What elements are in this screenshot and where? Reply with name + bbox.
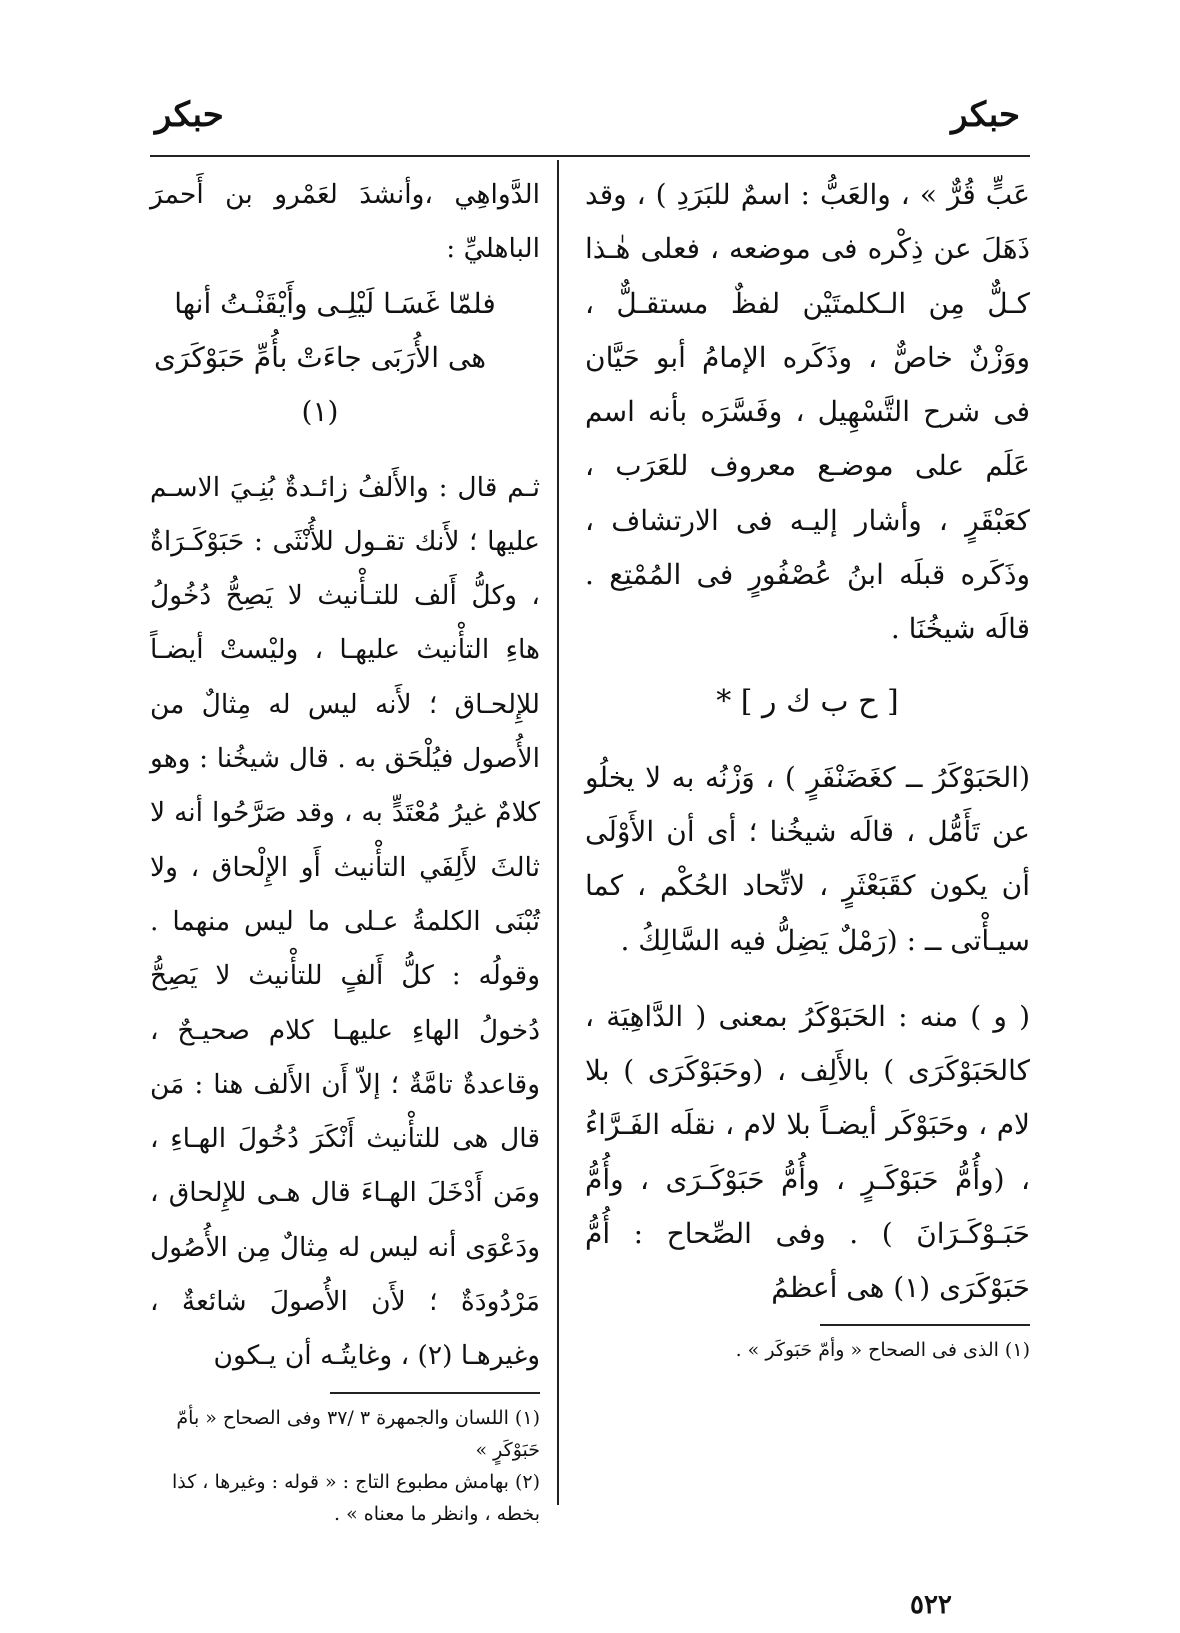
footnote-rule — [330, 1392, 540, 1394]
left-footnote-1: (١) اللسان والجمهرة ٣ /٣٧ وفى الصحاح « بأمّ حَبَوْكَرٍ » — [176, 1406, 540, 1461]
right-footnote-1: (١) الذى فى الصحاح « وأمّ حَبَوكَر » . — [735, 1338, 1030, 1361]
verse-line-2: هى الأُرَبَى جاءَتْ بأُمِّ حَبَوْكَرَى (١) — [153, 340, 487, 428]
left-column — [150, 168, 540, 1530]
paragraph-gap — [585, 968, 1030, 990]
left-footnote-2: (٢) بهامش مطبوع التاج : « قوله : وغيرها ، كذا بخطه ، وانظر ما معناه » . — [171, 1470, 540, 1525]
left-paragraph-2: ثـم قال : والأَلفُ زائـدةٌ بُنِـيَ الاسـم عليها ؛ لأَنك تقـول للأُنْثَى : حَبَوْكَـرَاةٌ ، وكلُّ أَلف للتـأْنيث لا يَصِحُّ دُخُولُ هاءِ التأْنيث عليهـا ، وليْستْ أيضـاً للإِلحـاق ؛ لأَنه ليس له مِثالٌ من الأُصول فيُلْحَق به . قال شيخُنا : وهو كلامٌ غيرُ مُعْتَدٍّ به ، وقد صَرَّحُوا أنه لا ثالثَ لأَلِفَي التأْنيث أَو الإِلْحاق ، ولا تُبْنَى الكلمةُ عـلى ما ليس منهما . وقولُه : كلُّ أَلفٍ للتأْنيث لا يَصِحُّ دُخولُ الهاءِ عليهـا كلام صحيـحٌ ، وقاعدةٌ تامَّةٌ ؛ إلاّ أَن الأَلف هنا : مَن قال هى للتأْنيث أَنْكَرَ دُخُولَ الهـاءِ ، ومَن أَدْخَلَ الهـاءَ قال هـى للإِلحاق ، ودَعْوَى أنه ليس له مِثالٌ مِن الأُصُول مَرْدُودَةٌ ؛ لأَن الأُصولَ شائعةٌ ، وغيرهـا (٢) ، وغايتُـه أن يـكون — [150, 471, 540, 1372]
footnote-rule — [820, 1324, 1030, 1326]
right-paragraph-1: عَبٍّ قُرٌّ » ، والعَبُّ : اسمٌ للبَرَدِ ) ، وقد ذَهَلَ عن ذِكْره فى موضعه ، فعلى هٰـذا كـلٌّ مِن الـكلمتَيْن لفظٌ مستقـلٌّ ، ووَزْنٌ خاصٌّ ، وذَكَره الإمامُ أبو حَيَّان فى شرح التَّسْهِيل ، وفَسَّرَه بأنه اسم عَلَم على موضـع معروف للعَرَب ، كعَبْقَرٍ ، وأشار إليـه فى الارتشاف ، وذَكَره قبلَه ابنُ عُصْفُورٍ فى المُمْتِع . قالَه شيخُنَا . — [585, 178, 1030, 646]
running-header-left: حبكر — [155, 95, 224, 135]
column-divider — [557, 160, 559, 1505]
right-paragraph-2: (الحَبَوْكَرُ ــ كغَضَنْفَرٍ ) ، وَزْنُه به لا يخلُو عن تَأَمُّل ، قالَه شيخُنا ؛ أى أن الأَوْلَى أن يكون كقَبَعْثَرٍ ، لاتِّحاد الحُكْم ، كما سيـأْتى ــ : (رَمْلٌ يَضِلُّ فيه السَّالِكُ . — [585, 760, 1030, 957]
right-footnotes — [585, 1324, 1030, 1366]
running-header-right: حبكر — [951, 95, 1020, 135]
left-footnotes — [150, 1392, 540, 1530]
page-number: ٥٢٢ — [910, 1590, 952, 1620]
header-rule — [150, 155, 1030, 157]
poetry-verse — [150, 277, 540, 439]
left-paragraph-1: الدَّواهِي ،وأنشدَ لعَمْرو بن أَحمرَ الباهليِّ : — [150, 179, 540, 265]
verse-line-1: فلمّا غَسَـا لَيْلِـى وأَيْقَنْـتُ أنها — [174, 286, 496, 320]
entry-heading: [ ح ب ك ر ] * — [716, 683, 899, 719]
right-paragraph-3: ( و ) منه : الحَبَوْكَرُ بمعنى ( الدَّاهِيَة ، كالحَبَوْكَرَى ) بالأَلِف ، (وحَبَوْكَرَى ) بلا لام ، وحَبَوْكَر أيضـاً بلا لام ، نقلَه الفَـرَّاءُ ، (وأُمُّ حَبَوْكَـرٍ ، وأُمُّ حَبَوْكَـرَى ، وأُمُّ حَبَـوْكَـرَانَ ) . وفى الصِّحاح : أُمُّ حَبَوْكَرَى (١) هى أعظمُ — [585, 999, 1030, 1305]
right-column — [585, 168, 1030, 1366]
